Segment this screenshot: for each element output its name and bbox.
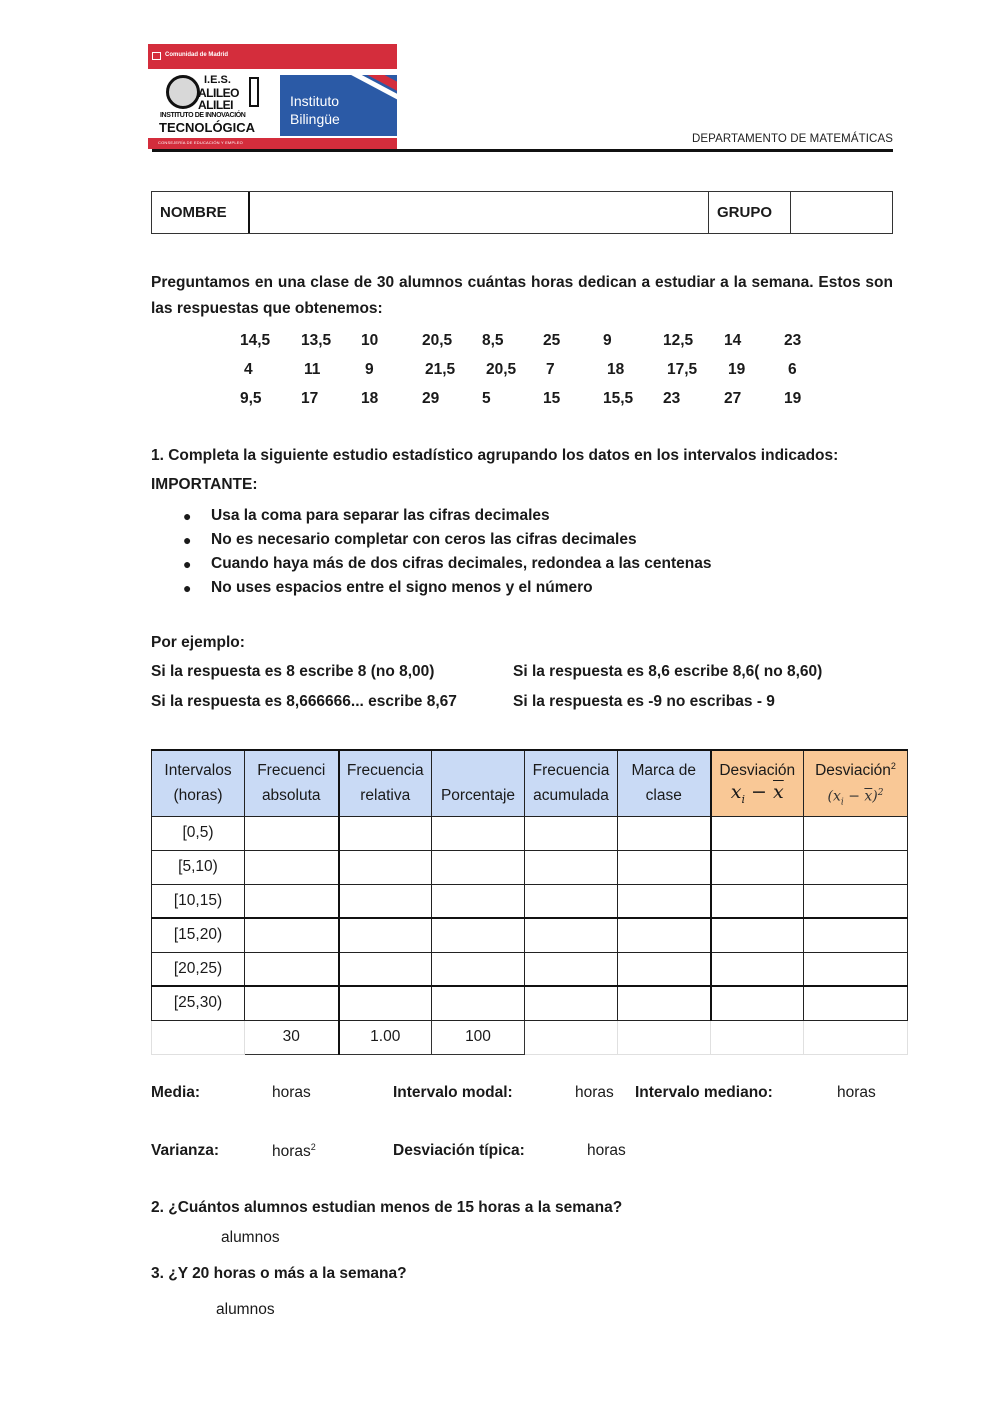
percentage-input[interactable]	[432, 952, 525, 986]
interval-cell: [10,15)	[152, 884, 245, 918]
bilingual-line-2: Bilingüe	[290, 111, 340, 127]
totals-row	[152, 1020, 908, 1054]
totals-empty-cell	[804, 1020, 908, 1054]
table-row	[152, 952, 908, 986]
data-value: 23	[784, 332, 802, 349]
question-3-input[interactable]	[156, 1299, 212, 1321]
header-squared-deviation: Desviación$^2$ $(x_i - \overline{x})^2$	[804, 750, 908, 816]
data-value: 5	[482, 390, 491, 407]
mean-input[interactable]	[210, 1082, 268, 1104]
data-value: 14	[724, 332, 742, 349]
rule-item	[183, 577, 712, 601]
department-title: DEPARTAMENTO DE MATEMÁTICAS	[692, 133, 893, 145]
table-row	[152, 816, 908, 850]
data-value: 19	[784, 390, 802, 407]
data-value: 12,5	[663, 332, 694, 349]
rule-text: No es necesario completar con ceros las cifras decimales	[211, 531, 637, 548]
important-label: IMPORTANTE:	[151, 476, 258, 493]
data-value: 17,5	[667, 361, 698, 378]
percentage-input[interactable]	[432, 918, 525, 952]
data-value: 18	[607, 361, 625, 378]
logo-footer: CONSEJERÍA DE EDUCACIÓN Y EMPLEO	[158, 140, 243, 145]
question-2-title: 2. ¿Cuántos alumnos estudian menos de 15 horas a la semana?	[151, 1199, 623, 1216]
data-value: 18	[361, 390, 379, 407]
totals-empty-cell	[525, 1020, 618, 1054]
percentage-input[interactable]	[432, 986, 525, 1020]
cumulative-frequency-input[interactable]	[525, 952, 618, 986]
header-absolute-frequency: Frecuenci absoluta	[245, 750, 339, 816]
absolute-frequency-input[interactable]	[245, 986, 339, 1020]
logo-top-band	[148, 44, 397, 69]
std-deviation-label: Desviación típica:	[393, 1142, 525, 1159]
totals-empty-cell	[152, 1020, 245, 1054]
data-value: 4	[244, 361, 253, 378]
interval-cell: [20,25)	[152, 952, 245, 986]
data-value: 20,5	[486, 361, 517, 378]
logo-name-1: ALILEO	[198, 86, 239, 100]
data-value: 21,5	[425, 361, 456, 378]
data-value: 11	[304, 361, 321, 378]
logo-tagline: INSTITUTO DE INNOVACIÓN	[160, 112, 246, 119]
std-deviation-input[interactable]	[530, 1140, 582, 1162]
question-1-title: 1. Completa la siguiente estudio estadístico agrupando los datos en los intervalos indicados:	[151, 447, 839, 464]
percentage-input[interactable]	[432, 850, 525, 884]
data-value: 6	[788, 361, 797, 378]
cumulative-frequency-input[interactable]	[525, 884, 618, 918]
totals-empty-cell	[711, 1020, 804, 1054]
rule-item	[183, 529, 712, 553]
data-value: 23	[663, 390, 681, 407]
school-logo	[148, 44, 397, 149]
student-info-table	[151, 191, 893, 234]
table-row	[152, 884, 908, 918]
class-mark-input[interactable]	[618, 986, 711, 1020]
logo-tagline-2: TECNOLÓGICA	[159, 120, 256, 135]
deviation-input[interactable]	[711, 986, 804, 1020]
name-label: NOMBRE	[152, 192, 250, 233]
cumulative-frequency-input[interactable]	[525, 850, 618, 884]
data-value: 14,5	[240, 332, 271, 349]
logo-ies: I.E.S.	[204, 74, 231, 86]
deviation-formula: $x_i - \overline{x}$	[730, 780, 784, 806]
galileo-portrait-icon	[166, 75, 200, 109]
interval-cell: [15,20)	[152, 918, 245, 952]
std-deviation-unit: horas	[587, 1142, 626, 1159]
header-deviation: Desviación $x_i - \overline{x}$	[711, 750, 804, 816]
data-value: 7	[546, 361, 555, 378]
tower-icon	[249, 77, 259, 107]
example-3: Si la respuesta es 8,666666... escribe 8,67	[151, 693, 457, 710]
example-4: Si la respuesta es -9 no escribas - 9	[513, 693, 775, 710]
squared-deviation-input[interactable]	[804, 952, 908, 986]
class-mark-input[interactable]	[618, 918, 711, 952]
data-value: 8,5	[482, 332, 504, 349]
question-3-unit: alumnos	[216, 1301, 275, 1318]
median-interval-label: Intervalo mediano:	[635, 1084, 773, 1101]
rule-item	[183, 505, 712, 529]
squared-deviation-input[interactable]	[804, 918, 908, 952]
deviation-input[interactable]	[711, 952, 804, 986]
bilingual-badge	[280, 75, 397, 136]
table-row	[152, 918, 908, 952]
bullet-icon: ●	[183, 556, 192, 572]
cumulative-frequency-input[interactable]	[525, 918, 618, 952]
median-interval-unit: horas	[837, 1084, 876, 1101]
table-row	[152, 850, 908, 884]
rule-text: Usa la coma para separar las cifras decimales	[211, 507, 550, 524]
galileo-logo	[156, 72, 274, 136]
relative-frequency-input[interactable]	[339, 850, 432, 884]
question-2-input[interactable]	[160, 1227, 216, 1249]
logo-region: Comunidad de Madrid	[165, 52, 228, 58]
example-1: Si la respuesta es 8 escribe 8 (no 8,00)	[151, 663, 435, 680]
example-2: Si la respuesta es 8,6 escribe 8,6( no 8,60)	[513, 663, 823, 680]
data-value: 13,5	[301, 332, 332, 349]
header-class-mark: Marca de clase	[618, 750, 711, 816]
data-value: 19	[728, 361, 746, 378]
percentage-input[interactable]	[432, 884, 525, 918]
data-value: 10	[361, 332, 379, 349]
header-cumulative-frequency: Frecuencia acumulada	[525, 750, 618, 816]
name-field[interactable]	[250, 192, 709, 233]
class-mark-input[interactable]	[618, 884, 711, 918]
relative-frequency-input[interactable]	[339, 884, 432, 918]
modal-interval-input[interactable]	[523, 1082, 571, 1104]
deviation-input[interactable]	[711, 850, 804, 884]
interval-cell: [5,10)	[152, 850, 245, 884]
rule-item	[183, 553, 712, 577]
modal-interval-label: Intervalo modal:	[393, 1084, 513, 1101]
group-field[interactable]	[791, 192, 892, 233]
total-relative-frequency: 1.00	[339, 1020, 432, 1054]
data-value: 20,5	[422, 332, 453, 349]
logo-bottom-band	[148, 138, 397, 149]
squared-deviation-formula: $(x_i - \overline{x})^2$	[827, 788, 884, 808]
data-value: 25	[543, 332, 561, 349]
relative-frequency-input[interactable]	[339, 986, 432, 1020]
madrid-flag-icon	[152, 52, 161, 60]
class-mark-input[interactable]	[618, 816, 711, 850]
table-header-row	[152, 750, 908, 816]
header-intervals: Intervalos (horas)	[152, 750, 245, 816]
interval-cell: [0,5)	[152, 816, 245, 850]
bullet-icon: ●	[183, 580, 192, 596]
bullet-icon: ●	[183, 508, 192, 524]
cumulative-frequency-input[interactable]	[525, 816, 618, 850]
data-value: 9	[365, 361, 374, 378]
question-3-title: 3. ¿Y 20 horas o más a la semana?	[151, 1265, 407, 1282]
relative-frequency-input[interactable]	[339, 952, 432, 986]
median-interval-input[interactable]	[784, 1082, 834, 1104]
deviation-input[interactable]	[711, 918, 804, 952]
header-divider	[152, 149, 893, 152]
example-label: Por ejemplo:	[151, 634, 245, 651]
total-absolute-frequency: 30	[245, 1020, 339, 1054]
data-value: 9	[603, 332, 612, 349]
data-value: 29	[422, 390, 440, 407]
question-2-unit: alumnos	[221, 1229, 280, 1246]
problem-statement: Preguntamos en una clase de 30 alumnos cuántas horas dedican a estudiar a la semana. Estos son las respuestas que obtenemos:	[151, 274, 893, 317]
percentage-input[interactable]	[432, 816, 525, 850]
deviation-input[interactable]	[711, 816, 804, 850]
rules-list	[183, 505, 712, 601]
class-mark-input[interactable]	[618, 850, 711, 884]
logo-name-2: ALILEI	[198, 98, 233, 112]
absolute-frequency-input[interactable]	[245, 884, 339, 918]
bullet-icon: ●	[183, 532, 192, 548]
frequency-table	[151, 749, 908, 1055]
interval-cell: [25,30)	[152, 986, 245, 1020]
data-value: 17	[301, 390, 319, 407]
data-value: 27	[724, 390, 742, 407]
table-row	[152, 986, 908, 1020]
data-value: 9,5	[240, 390, 262, 407]
squared-deviation-input[interactable]	[804, 884, 908, 918]
bilingual-line-1: Instituto	[290, 93, 340, 109]
squared-deviation-input[interactable]	[804, 816, 908, 850]
absolute-frequency-input[interactable]	[245, 918, 339, 952]
rule-text: No uses espacios entre el signo menos y el número	[211, 579, 593, 596]
header-percentage: Porcentaje	[432, 750, 525, 816]
data-value: 15	[543, 390, 561, 407]
class-mark-input[interactable]	[618, 952, 711, 986]
group-label: GRUPO	[709, 192, 791, 233]
mean-unit: horas	[272, 1084, 311, 1101]
mean-label: Media:	[151, 1084, 201, 1101]
header-relative-frequency: Frecuencia relativa	[339, 750, 432, 816]
variance-label: Varianza:	[151, 1142, 220, 1159]
total-percentage: 100	[432, 1020, 525, 1054]
cumulative-frequency-input[interactable]	[525, 986, 618, 1020]
absolute-frequency-input[interactable]	[245, 816, 339, 850]
deviation-input[interactable]	[711, 884, 804, 918]
relative-frequency-input[interactable]	[339, 816, 432, 850]
absolute-frequency-input[interactable]	[245, 952, 339, 986]
absolute-frequency-input[interactable]	[245, 850, 339, 884]
data-value: 15,5	[603, 390, 634, 407]
variance-input[interactable]	[226, 1140, 268, 1162]
variance-unit: horas$^2$	[272, 1142, 316, 1161]
squared-deviation-input[interactable]	[804, 850, 908, 884]
rule-text: Cuando haya más de dos cifras decimales, redondea a las centenas	[211, 555, 712, 572]
squared-deviation-input[interactable]	[804, 986, 908, 1020]
relative-frequency-input[interactable]	[339, 918, 432, 952]
modal-interval-unit: horas	[575, 1084, 614, 1101]
totals-empty-cell	[618, 1020, 711, 1054]
